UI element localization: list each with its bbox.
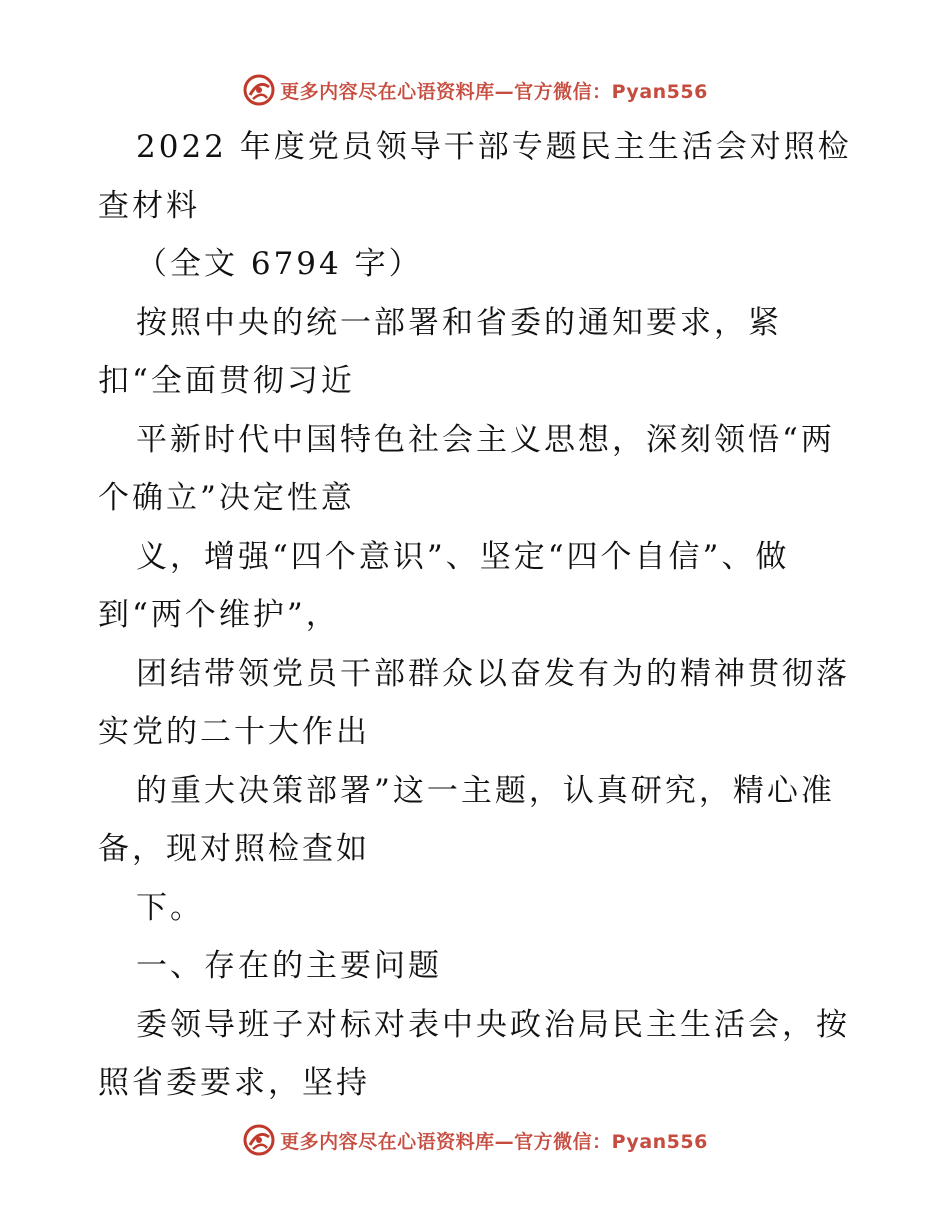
watermark-text: 更多内容尽在心语资料库—官方微信：Pyan556 <box>280 80 708 103</box>
paragraph-line: 的重大决策部署”这一主题，认真研究，精心准 <box>136 772 835 809</box>
word-count-line: （全文 6794 字） <box>136 246 423 282</box>
paragraph-line: 委领导班子对标对表中央政治局民主生活会，按 <box>136 1006 850 1043</box>
paragraph-line: 照省委要求，坚持 <box>98 1065 370 1101</box>
section-heading: 一、存在的主要问题 <box>136 948 442 984</box>
title-line-2: 查材料 <box>98 187 200 224</box>
paragraph-line: 备，现对照检查如 <box>98 831 370 867</box>
paragraph-line: 扣“全面贯彻习近 <box>98 363 355 399</box>
paragraph-line: 下。 <box>136 889 204 926</box>
paragraph-line: 实党的二十大作出 <box>98 714 370 750</box>
watermark-text: 更多内容尽在心语资料库—官方微信：Pyan556 <box>280 1130 708 1153</box>
document-body <box>98 118 858 1113</box>
red-swirl-logo-icon <box>242 73 276 107</box>
title-line-1: 2022 年度党员领导干部专题民主生活会对照检 <box>136 129 852 165</box>
paragraph-line: 到“两个维护”， <box>98 597 340 633</box>
red-swirl-logo-icon <box>242 1123 276 1157</box>
header-watermark <box>0 70 950 110</box>
paragraph-line: 按照中央的统一部署和省委的通知要求，紧 <box>136 304 782 341</box>
paragraph-line: 义，增强“四个意识”、坚定“四个自信”、做 <box>136 538 790 575</box>
paragraph-line: 平新时代中国特色社会主义思想，深刻领悟“两 <box>136 421 835 458</box>
paragraph-line: 团结带领党员干部群众以奋发有为的精神贯彻落 <box>136 655 850 692</box>
footer-watermark <box>0 1120 950 1160</box>
paragraph-line: 个确立”决定性意 <box>98 480 355 516</box>
